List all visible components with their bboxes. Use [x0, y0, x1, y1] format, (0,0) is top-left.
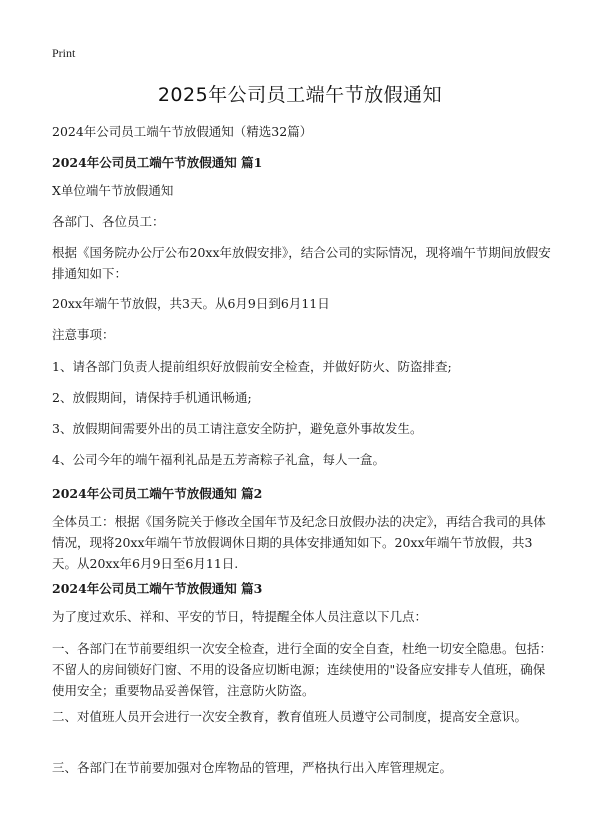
paragraph: 注意事项： — [52, 327, 115, 342]
document-title: 2025年公司员工端午节放假通知 — [157, 84, 443, 106]
paragraph: 二、对值班人员开会进行一次安全教育，教育值班人员遵守公司制度，提高安全意识。 — [52, 709, 528, 724]
section-heading: 2024年公司员工端午节放假通知 篇2 — [52, 486, 263, 501]
paragraph: 根据《国务院办公厅公布20xx年放假安排》，结合公司的实际情况，现将端午节期间放假安排通知如下： — [52, 245, 551, 281]
paragraph: 全体员工：根据《国务院关于修改全国年节及纪念日放假办法的决定》，再结合我司的具体情况，现将20xx年端午节放假调休日期的具体安排通知如下。20xx年端午节放假，共3天。从20xx年6月9日至6月11日. — [52, 514, 546, 571]
list-item: 4、公司今年的端午福利礼品是五芳斋粽子礼盒，每人一盒。 — [52, 452, 385, 467]
paragraph: 各部门、各位员工： — [52, 214, 165, 229]
section-heading: 2024年公司员工端午节放假通知 篇3 — [52, 581, 263, 596]
section-heading: 2024年公司员工端午节放假通知 篇1 — [52, 155, 263, 170]
list-item: 2、放假期间，请保持手机通讯畅通; — [52, 390, 252, 405]
print-link[interactable]: Print — [52, 46, 76, 60]
paragraph: X单位端午节放假通知 — [52, 183, 174, 198]
paragraph: 一、各部门在节前要组织一次安全检查，进行全面的安全自查，杜绝一切安全隐患。包括：不留人的房间锁好门窗、不用的设备应切断电源；连续使用的"设备应安排专人值班，确保使用安全；重要物品妥善保管，注意防火防盗。 — [52, 641, 553, 698]
document-subtitle: 2024年公司员工端午节放假通知（精选32篇） — [52, 124, 313, 139]
paragraph: 三、各部门在节前要加强对仓库物品的管理，严格执行出入库管理规定。 — [52, 760, 453, 775]
list-item: 3、放假期间需要外出的员工请注意安全防护，避免意外事故发生。 — [52, 421, 423, 436]
list-item: 1、请各部门负责人提前组织好放假前安全检查，并做好防火、防盗排查; — [52, 359, 452, 374]
paragraph: 为了度过欢乐、祥和、平安的节日，特提醒全体人员注意以下几点： — [52, 609, 428, 624]
paragraph: 20xx年端午节放假，共3天。从6月9日到6月11日 — [52, 296, 330, 311]
